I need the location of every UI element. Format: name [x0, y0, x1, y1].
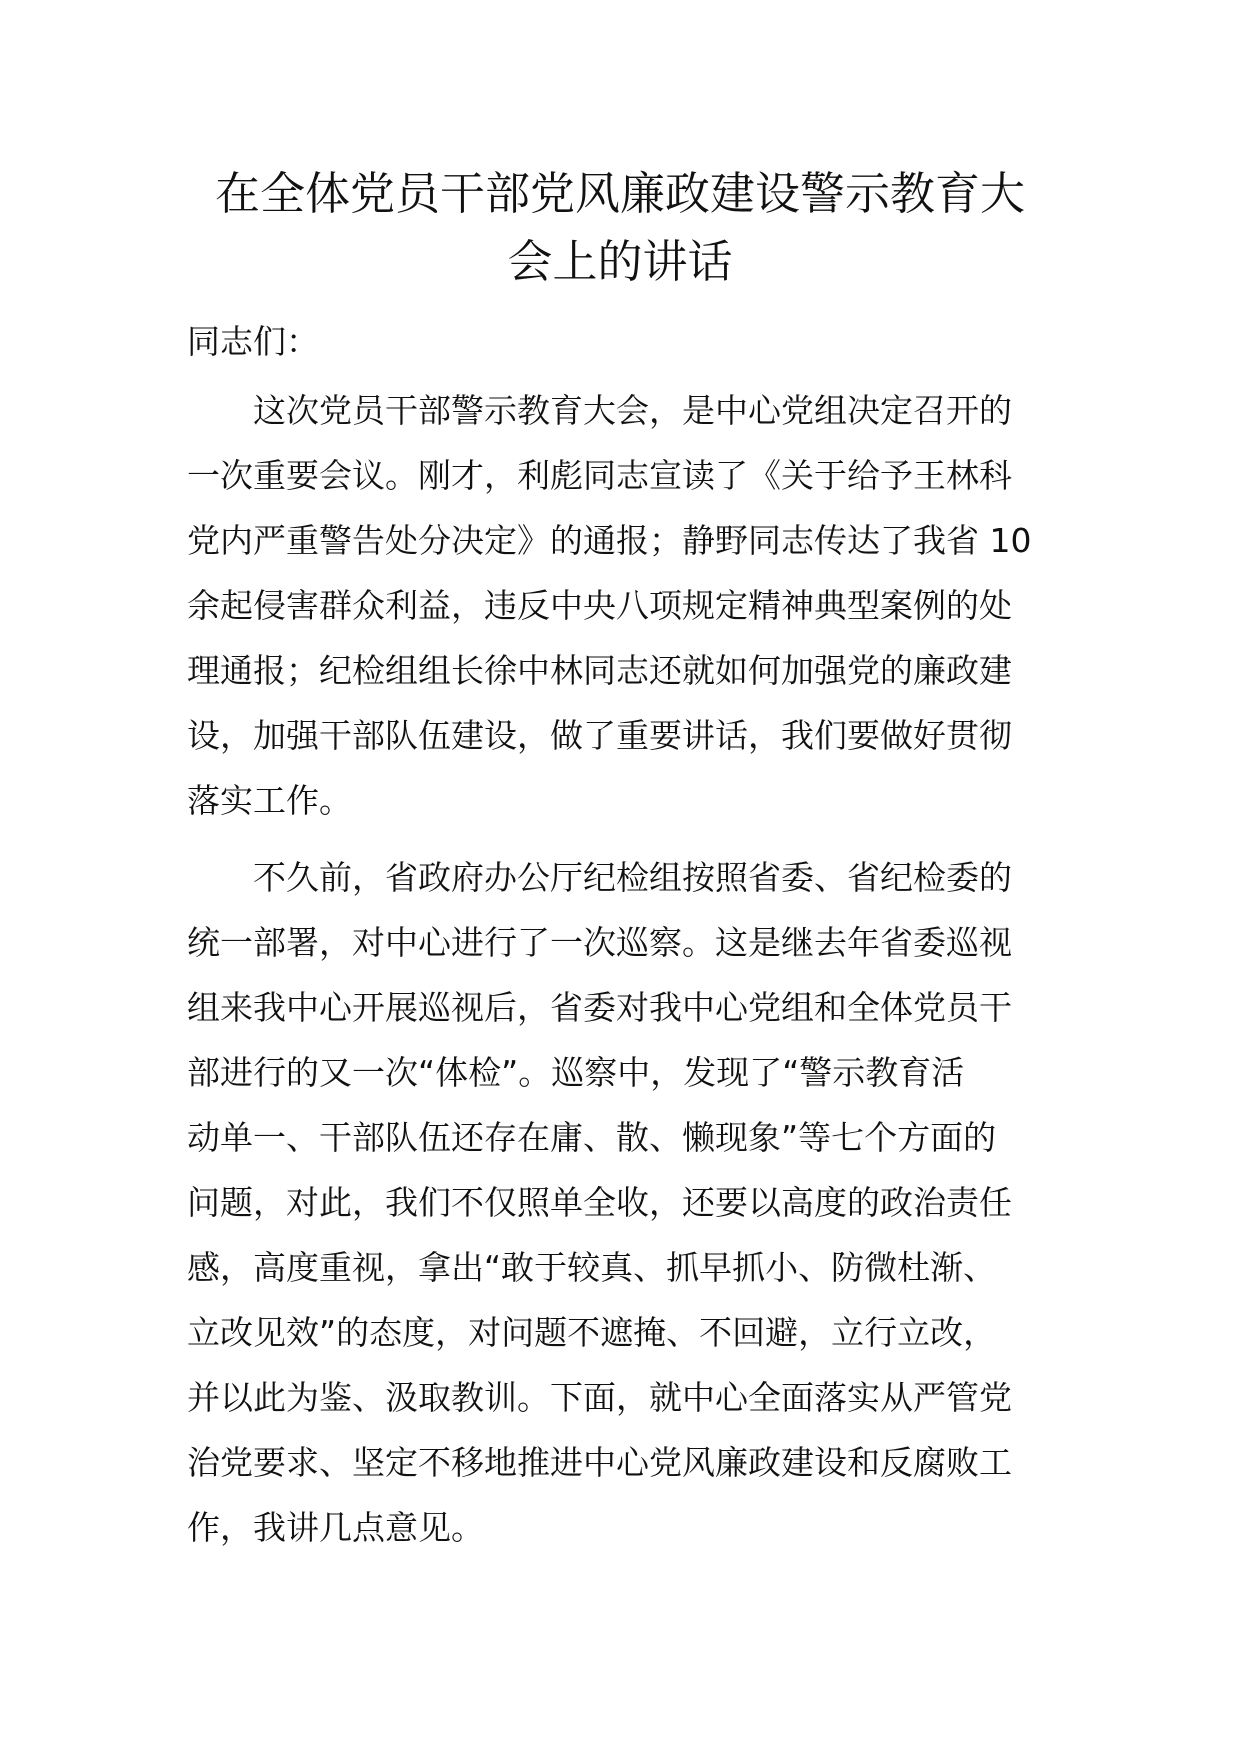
paragraph-line: 落实工作。 [187, 781, 352, 820]
paragraph-1 [187, 378, 1057, 833]
paragraph-line: 理通报；纪检组组长徐中林同志还就如何加强党的廉政建 [187, 651, 1012, 690]
paragraph-line: 不久前，省政府办公厅纪检组按照省委、省纪检委的 [253, 858, 1012, 897]
document-title [190, 160, 1050, 296]
paragraph-line: 一次重要会议。刚才，利彪同志宣读了《关于给予王林科 [187, 456, 1012, 495]
paragraph-line: 治党要求、坚定不移地推进中心党风廉政建设和反腐败工 [187, 1443, 1012, 1482]
paragraph-line: 这次党员干部警示教育大会，是中心党组决定召开的 [253, 391, 1012, 430]
paragraph-line: 设，加强干部队伍建设，做了重要讲话，我们要做好贯彻 [187, 716, 1012, 755]
salutation: 同志们： [187, 322, 319, 361]
paragraph-line: 立改见效”的态度，对问题不遮掩、不回避，立行立改， [187, 1313, 997, 1352]
paragraph-line: 余起侵害群众利益，违反中央八项规定精神典型案例的处 [187, 586, 1012, 625]
paragraph-line: 作，我讲几点意见。 [187, 1508, 484, 1547]
paragraph-line: 党内严重警告处分决定》的通报；静野同志传达了我省 10 [187, 521, 1032, 560]
title-line: 在全体党员干部党风廉政建设警示教育大 [214, 167, 1025, 220]
paragraph-line: 部进行的又一次“体检”。巡察中，发现了“警示教育活 [187, 1053, 965, 1092]
paragraph-line: 动单一、干部队伍还存在庸、散、懒现象”等七个方面的 [187, 1118, 997, 1157]
paragraph-line: 问题，对此，我们不仅照单全收，还要以高度的政治责任 [187, 1183, 1012, 1222]
paragraph-line: 组来我中心开展巡视后，省委对我中心党组和全体党员干 [187, 988, 1012, 1027]
title-line: 会上的讲话 [507, 235, 733, 288]
paragraph-2 [187, 845, 1057, 1560]
paragraph-line: 统一部署，对中心进行了一次巡察。这是继去年省委巡视 [187, 923, 1012, 962]
paragraph-line: 感，高度重视，拿出“敢于较真、抓早抓小、防微杜渐、 [187, 1248, 997, 1287]
paragraph-line: 并以此为鉴、汲取教训。下面，就中心全面落实从严管党 [187, 1378, 1012, 1417]
